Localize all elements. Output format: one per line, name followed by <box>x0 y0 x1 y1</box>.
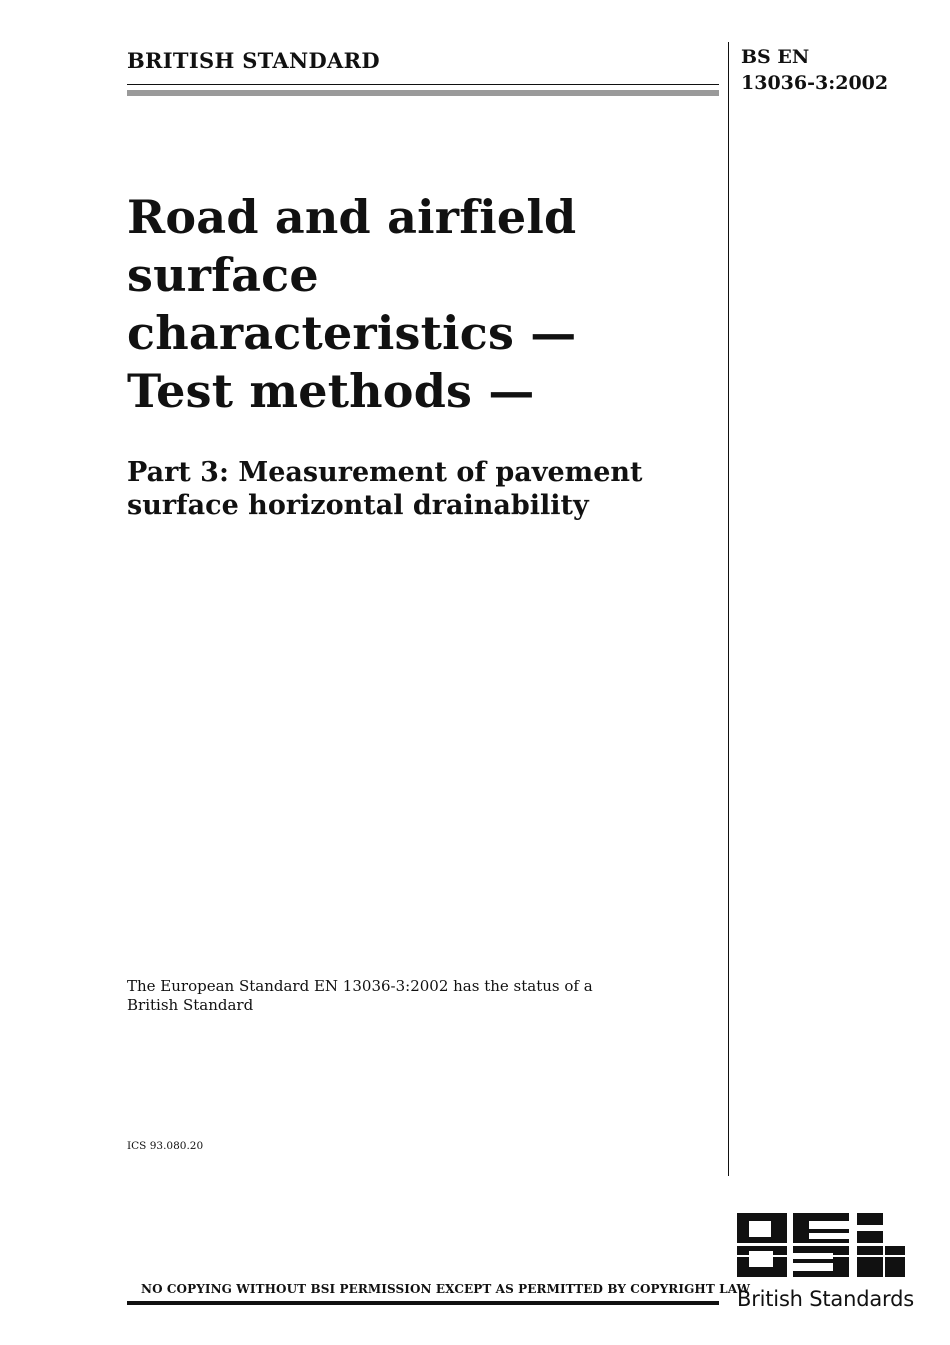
ics-code: ICS 93.080.20 <box>127 1140 204 1152</box>
vertical-divider <box>728 42 729 1176</box>
standard-number-line: BS EN <box>741 46 810 68</box>
title-line: surface <box>127 248 319 302</box>
copyright-notice: NO COPYING WITHOUT BSI PERMISSION EXCEPT AS PERMITTED BY COPYRIGHT LAW <box>141 1282 751 1296</box>
standard-number-line: 13036-3:2002 <box>741 72 889 94</box>
page-title <box>127 188 717 420</box>
bsi-logo-caption: British Standards <box>737 1287 914 1311</box>
bsi-logo-mark-icon <box>735 1207 907 1285</box>
title-line: characteristics — <box>127 306 577 360</box>
document-type-label: BRITISH STANDARD <box>127 48 380 73</box>
subtitle-line: Part 3: Measurement of pavement <box>127 457 643 488</box>
footer-rule <box>127 1301 719 1305</box>
page-subtitle <box>127 456 717 522</box>
header-rule-thin <box>127 84 719 85</box>
title-line: Road and airfield <box>127 190 577 244</box>
header-rule-thick <box>127 90 719 96</box>
standard-number <box>741 44 888 96</box>
status-note: The European Standard EN 13036-3:2002 has the status of a British Standard <box>127 977 593 1014</box>
subtitle-line: surface horizontal drainability <box>127 490 589 521</box>
title-line: Test methods — <box>127 364 535 418</box>
